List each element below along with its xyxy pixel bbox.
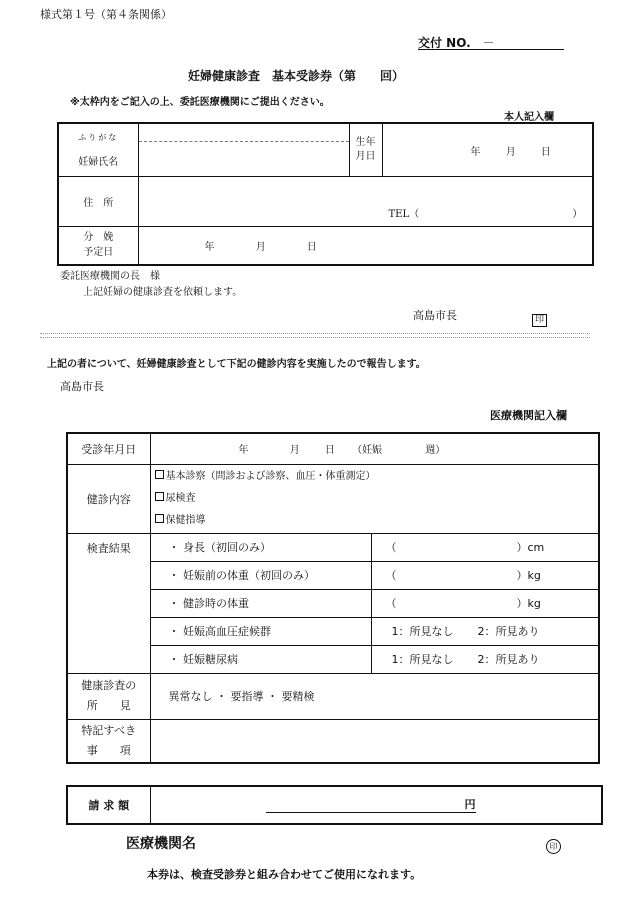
address-label: 住 所: [58, 177, 138, 227]
medical-entry-label: 医療機関記入欄: [490, 409, 567, 422]
notes-label-1: 特記すべき: [81, 723, 137, 737]
tel-label: TEL（: [388, 209, 420, 220]
billing-unit: 円: [464, 797, 476, 811]
due-day: 日: [306, 241, 317, 253]
exam-date-label: 受診年月日: [67, 433, 150, 464]
exam-weight-input[interactable]: （ ）kg: [371, 589, 599, 617]
request-to: 委託医療機関の長 様: [60, 271, 160, 282]
exam-table: [66, 432, 600, 764]
form-number: 様式第１号（第４条関係）: [40, 8, 172, 21]
dob-year: 年: [470, 146, 481, 158]
furigana-label: ふりがな: [78, 133, 119, 142]
content-item[interactable]: 尿検査: [155, 488, 599, 510]
exam-month: 月: [289, 445, 300, 457]
billing-label: 請 求 額: [67, 786, 150, 824]
result-item: ・ 妊娠前の体重（初回のみ）: [150, 561, 371, 589]
request-mayor: 高島市長: [413, 309, 457, 322]
findings-label-cell: [67, 673, 150, 719]
result-item: ・ 妊娠高血圧症候群: [150, 617, 371, 645]
dob-label-2: 月日: [355, 151, 376, 162]
cut-line: [40, 333, 590, 338]
seal-stamp-circle: 印: [546, 839, 561, 854]
prepregnancy-weight-input[interactable]: （ ）kg: [371, 561, 599, 589]
issue-no-dash: －: [482, 36, 495, 50]
name-label-cell: [58, 123, 138, 177]
seal-stamp: 印: [532, 314, 547, 327]
content-item[interactable]: 保健指導: [155, 510, 599, 532]
notes-label-cell: [67, 719, 150, 763]
request-text: 上記妊婦の健康診査を依頼します。: [83, 287, 243, 298]
result-item: ・ 身長（初回のみ）: [150, 533, 371, 561]
results-label: 検査結果: [67, 533, 150, 673]
tel-close: ）: [572, 209, 583, 220]
report-mayor: 高島市長: [60, 380, 104, 393]
result-item: ・ 健診時の体重: [150, 589, 371, 617]
findings-label-2: 所 見: [86, 699, 131, 712]
height-input[interactable]: （ ）cm: [371, 533, 599, 561]
exam-date-input[interactable]: [150, 433, 599, 464]
billing-amount-input[interactable]: [150, 786, 602, 824]
self-entry-label: 本人記入欄: [504, 112, 554, 123]
name-label: 妊婦氏名: [78, 157, 119, 168]
name-input[interactable]: [139, 142, 349, 176]
hypertension-options[interactable]: 1：所見なし 2：所見あり: [371, 617, 599, 645]
checkbox-icon[interactable]: [155, 492, 164, 501]
due-label-2: 予定日: [83, 247, 114, 259]
issue-no-label: 交付 NO.: [418, 36, 471, 50]
checkbox-icon[interactable]: [155, 470, 164, 479]
due-label-1: 分 娩: [83, 232, 114, 244]
content-list: [150, 464, 599, 533]
issue-number: [418, 34, 564, 50]
furigana-input[interactable]: [139, 124, 349, 142]
checkbox-icon[interactable]: [155, 514, 164, 523]
exam-week: 週）: [425, 445, 446, 457]
request-seal: [532, 307, 547, 327]
notes-input[interactable]: [150, 719, 599, 763]
billing-table: [66, 785, 603, 825]
due-date-input[interactable]: [138, 227, 593, 265]
due-label-cell: [58, 227, 138, 265]
dob-label-cell: [349, 123, 382, 177]
address-input[interactable]: [138, 177, 593, 227]
exam-day: 日: [324, 445, 335, 457]
exam-year: 年: [238, 445, 249, 457]
content-label: 健診内容: [67, 464, 150, 533]
patient-table: [57, 122, 594, 266]
exam-pregnancy: （妊娠: [352, 445, 383, 457]
dob-month: 月: [505, 146, 516, 158]
footer-note: 本券は、検査受診券と組み合わせてご使用になれます。: [147, 868, 422, 881]
due-month: 月: [255, 241, 266, 253]
notes-label-2: 事 項: [86, 743, 131, 757]
content-item[interactable]: 基本診察（問診および診察、血圧・体重測定）: [155, 466, 599, 488]
findings-label-1: 健康診査の: [81, 679, 137, 692]
result-item: ・ 妊娠糖尿病: [150, 645, 371, 673]
findings-value[interactable]: 異常なし ・ 要指導 ・ 要精検: [150, 673, 599, 719]
institution-label: 医療機関名: [126, 836, 196, 852]
page-title: 妊婦健康診査 基本受診券（第 回）: [188, 69, 405, 83]
diabetes-options[interactable]: 1：所見なし 2：所見あり: [371, 645, 599, 673]
dob-input[interactable]: [382, 123, 593, 177]
dob-day: 日: [540, 146, 551, 158]
report-text: 上記の者について、妊婦健康診査として下記の健診内容を実施したので報告します。: [47, 359, 426, 370]
institution-seal: [546, 834, 561, 854]
instruction: ※太枠内をご記入の上、委託医療機関にご提出ください。: [70, 97, 330, 108]
name-input-cell[interactable]: [138, 123, 349, 177]
due-year: 年: [204, 241, 215, 253]
dob-label-1: 生年: [355, 137, 376, 148]
